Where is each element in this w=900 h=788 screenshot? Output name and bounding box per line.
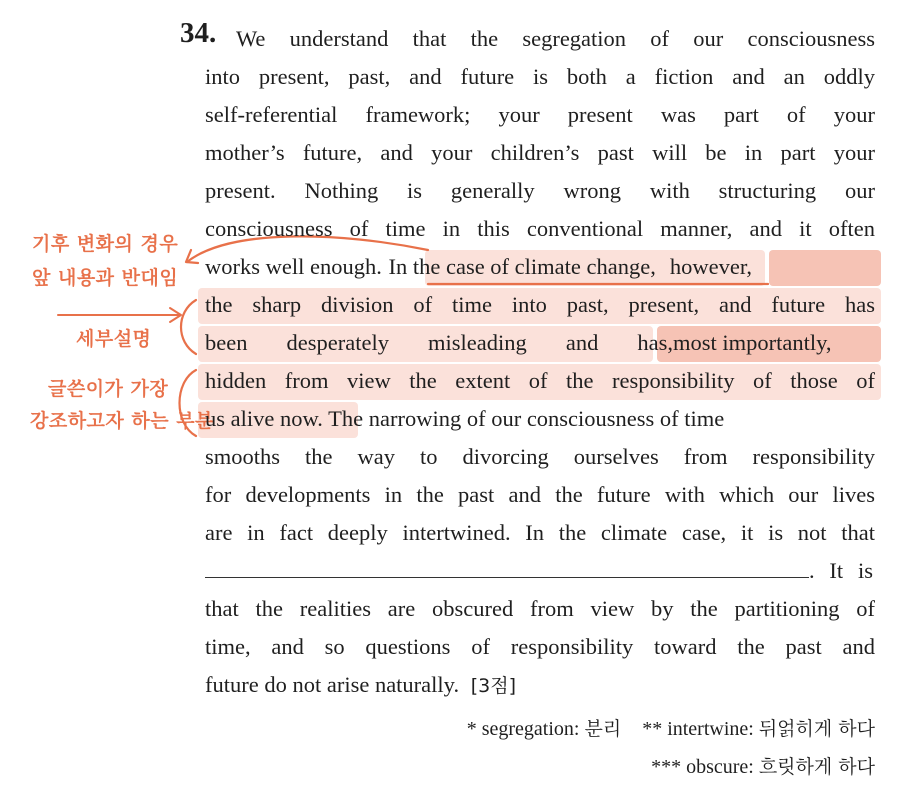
footnote-1-term: segregation: <box>481 718 585 740</box>
passage-line-2: into present, past, and future is both a fiction and an oddly <box>205 64 875 89</box>
line-9-text-a: been desperately misleading and has, <box>205 330 673 355</box>
annotation-detail: 세부설명 <box>76 328 152 350</box>
question-number: 34. <box>180 17 217 49</box>
footnote-row-2 <box>651 752 875 782</box>
bracket-detail <box>181 300 196 354</box>
footnote-3-term: obscure: <box>686 756 759 778</box>
annotation-author-emphasis-2: 강조하고자 하는 부분 <box>30 410 214 432</box>
passage-line-14: are in fact deeply intertwined. In the climate case, it is not that <box>205 520 875 545</box>
footnote-row-1 <box>467 714 875 744</box>
line-9-most-importantly: most importantly, <box>673 330 832 355</box>
passage-line-15 <box>205 552 875 590</box>
annotation-author-emphasis-1: 글쓴이가 가장 <box>48 378 169 400</box>
line-7-however: however, <box>669 254 753 279</box>
line-11-us-alive-now: us alive now. <box>205 406 323 431</box>
annotation-climate-case: 기후 변화의 경우 <box>32 233 179 255</box>
passage-line-3: self-referential framework; your present was part of your <box>205 102 875 127</box>
passage-line-8: the sharp division of time into past, present, and future has <box>205 292 875 317</box>
line-11-text-b: The narrowing of our consciousness of time <box>322 406 725 431</box>
points-label: [3점] <box>470 675 516 697</box>
answer-blank <box>205 555 809 578</box>
footnote-1-mark: * <box>466 718 477 740</box>
last-line-text: future do not arise naturally. <box>205 672 460 697</box>
passage-line-13: for developments in the past and the future with which our lives <box>205 482 875 507</box>
footnote-1-korean: 분리 <box>584 718 622 740</box>
footnote-2-term: intertwine: <box>667 718 759 740</box>
footnote-3-korean: 흐릿하게 하다 <box>758 756 875 778</box>
passage-line-10: hidden from view the extent of the responsibility of those of <box>205 368 875 393</box>
passage-line-4: mother’s future, and your children’s past will be in part your <box>205 140 875 165</box>
passage-line-17: time, and so questions of responsibility toward the past and <box>205 634 875 659</box>
blank-tail: . It is <box>809 558 873 583</box>
passage-line-6: consciousness of time in this conventional manner, and it often <box>205 216 875 241</box>
passage-line-1: We understand that the segregation of our consciousness <box>236 26 875 51</box>
footnote-2-mark: ** <box>642 718 663 740</box>
passage-line-7 <box>205 248 875 286</box>
footnote-2-korean: 뒤얽히게 하다 <box>758 718 875 740</box>
passage-line-5: present. Nothing is generally wrong with structuring our <box>205 178 875 203</box>
passage-line-18 <box>205 666 875 704</box>
line-7-text-a: works well enough. <box>205 254 388 279</box>
passage-line-9 <box>205 324 875 362</box>
footnote-3-mark: *** <box>651 756 682 778</box>
line-7-climate-phrase: In the case of climate change, <box>388 254 656 279</box>
passage-line-16: that the realities are obscured from view by the partitioning of <box>205 596 875 621</box>
annotation-contrast: 앞 내용과 반대임 <box>32 267 179 289</box>
passage-line-11 <box>205 400 875 438</box>
passage-line-12: smooths the way to divorcing ourselves from responsibility <box>205 444 875 469</box>
